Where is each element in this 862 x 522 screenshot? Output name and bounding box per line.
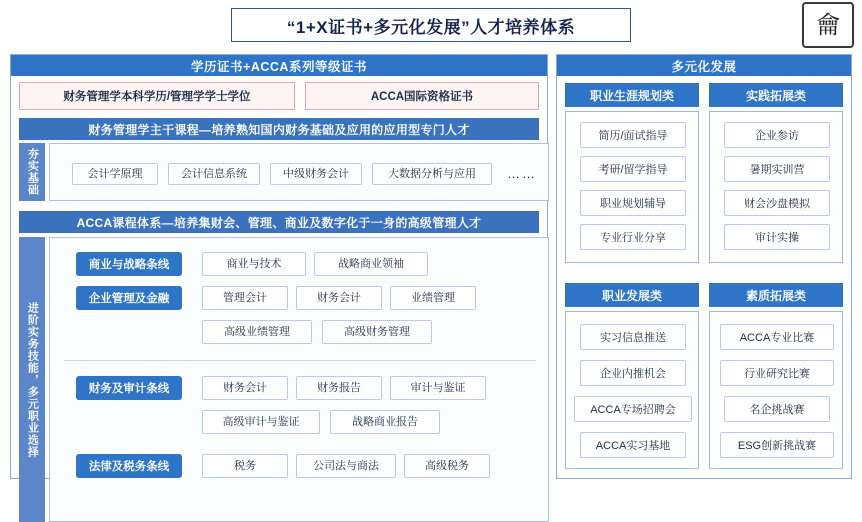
course-chip: 商业与技术 (202, 252, 306, 276)
course-chip: 税务 (202, 454, 288, 478)
section-bar-foundation: 财务管理学主干课程—培养熟知国内财务基础及应用的应用型专门人才 (19, 118, 539, 140)
quadrant-item: 审计实操 (724, 224, 830, 250)
degree-certificate-panel (10, 54, 548, 479)
quadrant-item: 企业内推机会 (580, 360, 686, 386)
course-chip: 高级业绩管理 (202, 320, 312, 344)
left-panel-header: 学历证书+ACCA系列等级证书 (11, 55, 547, 76)
course-chip: 会计信息系统 (168, 163, 260, 185)
quadrant-item: 行业研究比赛 (720, 360, 834, 386)
side-label-foundation (19, 143, 45, 201)
course-chip: 高级财务管理 (322, 320, 432, 344)
course-chip: 高级审计与鉴证 (202, 410, 320, 434)
quadrant-item: 名企挑战赛 (724, 396, 830, 422)
course-chip: 高级税务 (404, 454, 490, 478)
quadrant-body-practice (709, 111, 843, 263)
page-title-text: “1+X证书+多元化发展”人才培养体系 (286, 17, 576, 37)
quadrant-item: ESG创新挑战赛 (720, 432, 834, 458)
course-chip: 大数据分析与应用 (372, 163, 492, 185)
logo-glyph: 龠 (816, 11, 840, 39)
course-chip: 公司法与商法 (296, 454, 396, 478)
course-chip: 中级财务会计 (270, 163, 362, 185)
quadrant-body-career-planning (565, 111, 699, 263)
page-title (231, 8, 631, 42)
foundation-course-group (49, 143, 549, 201)
course-chip: 业绩管理 (390, 286, 476, 310)
track-label: 财务及审计条线 (76, 376, 182, 400)
acca-course-group (49, 237, 549, 522)
group-divider (64, 360, 536, 361)
track-label: 商业与战略条线 (76, 252, 182, 276)
side-label-advanced (19, 237, 45, 522)
quadrant-item: 职业规划辅导 (580, 190, 686, 216)
quadrant-item: ACCA专业比赛 (720, 324, 834, 350)
organization-logo (802, 2, 854, 48)
quadrant-title-career-planning: 职业生涯规划类 (565, 83, 699, 107)
course-chip: 战略商业报告 (330, 410, 440, 434)
quadrant-item: 企业参访 (724, 122, 830, 148)
course-chip: 会计学原理 (72, 163, 158, 185)
quadrant-title-career-development: 职业发展类 (565, 283, 699, 307)
course-chip-ellipsis: …… (507, 165, 537, 181)
quadrant-item: 暑期实训营 (724, 156, 830, 182)
side-label-advanced-text: 进阶实务技能，多元职业选择 (26, 301, 39, 458)
track-label: 企业管理及金融 (76, 286, 182, 310)
course-chip: 管理会计 (202, 286, 288, 310)
course-chip: 财务会计 (202, 376, 288, 400)
quadrant-item: 简历/面试指导 (580, 122, 686, 148)
track-label: 法律及税务条线 (76, 454, 182, 478)
course-chip: 财务报告 (296, 376, 382, 400)
quadrant-item: 考研/留学指导 (580, 156, 686, 182)
quadrant-title-practice: 实践拓展类 (709, 83, 843, 107)
quadrant-item: 财会沙盘模拟 (724, 190, 830, 216)
course-chip: 审计与鉴证 (390, 376, 486, 400)
quadrant-title-quality-development: 素质拓展类 (709, 283, 843, 307)
certificate-item: ACCA国际资格证书 (305, 82, 539, 110)
section-bar-acca: ACCA课程体系—培养集财会、管理、商业及数字化于一身的高级管理人才 (19, 211, 539, 233)
certificate-item: 财务管理学本科学历/管理学学士学位 (19, 82, 295, 110)
quadrant-item: ACCA专场招聘会 (574, 396, 692, 422)
quadrant-body-career-development (565, 311, 699, 469)
right-panel-header: 多元化发展 (557, 55, 851, 76)
degree-certificate-row (19, 82, 539, 110)
side-label-foundation-text: 夯实基础 (26, 148, 39, 196)
quadrant-body-quality-development (709, 311, 843, 469)
course-chip: 战略商业领袖 (314, 252, 428, 276)
quadrant-item: ACCA实习基地 (580, 432, 686, 458)
quadrant-item: 实习信息推送 (580, 324, 686, 350)
quadrant-item: 专业行业分享 (580, 224, 686, 250)
diversified-development-panel (556, 54, 852, 479)
course-chip: 财务会计 (296, 286, 382, 310)
